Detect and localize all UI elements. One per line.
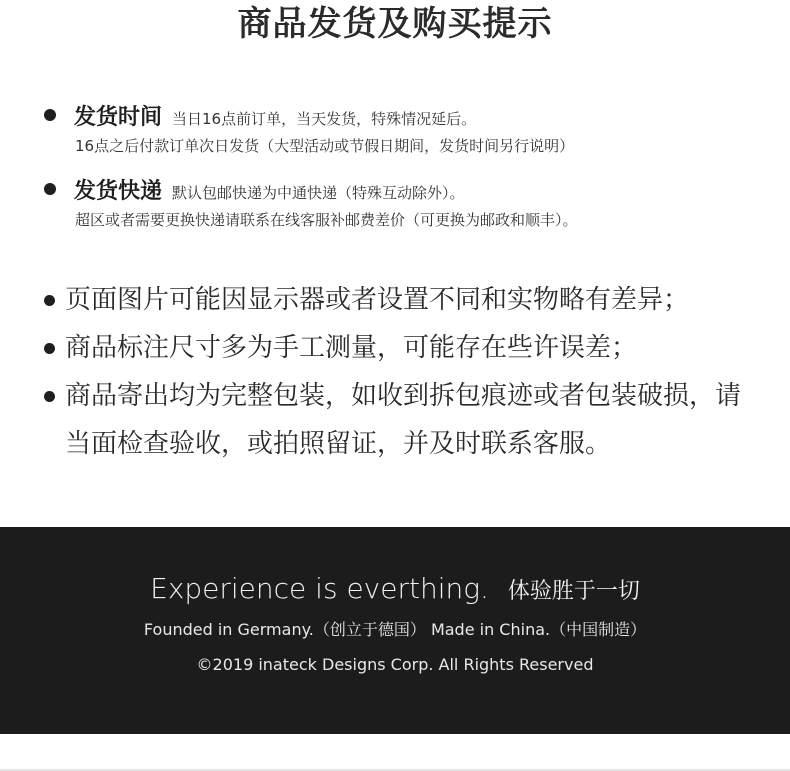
bullet-icon [44,183,56,195]
list-item [44,372,764,468]
shipping-time-subtext: 16点之后付款订单次日发货（大型活动或节假日期间，发货时间另行说明） [75,137,575,155]
founded-text: Founded in Germany.（创立于德国） Made in China.（中国制造） [143,620,647,639]
shipping-courier-label: 发货快递 [74,179,163,204]
shipping-time-item [44,100,774,156]
list-item [44,276,764,324]
tagline [0,571,790,610]
purchase-notes-list [44,276,764,468]
note-text: 商品寄出均为完整包装，如收到拆包痕迹或者包装破损，请当面检查验收，或拍照留证，并及时联系客服。 [65,381,742,459]
footer-banner [0,527,790,734]
bullet-icon [44,343,55,354]
tagline-cn: 体验胜于一切 [507,579,640,604]
bullet-icon [44,109,56,121]
note-text: 页面图片可能因显示器或者设置不同和实物略有差异； [65,285,690,315]
bullet-icon [44,391,55,402]
copyright-text: ©2019 inateck Designs Corp. All Rights Reserved [196,655,594,674]
page-title: 商品发货及购买提示 [237,4,553,44]
shipping-courier-text: 默认包邮快递为中通快递（特殊互动除外）。 [172,184,465,202]
tagline-en: Experience is everthing. [150,572,489,605]
shipping-time-text: 当日16点前订单，当天发货，特殊情况延后。 [172,110,477,128]
shipping-courier-item [44,174,774,230]
shipping-courier-subtext: 超区或者需要更换快递请联系在线客服补邮费差价（可更换为邮政和顺丰）。 [75,211,578,229]
note-text: 商品标注尺寸多为手工测量，可能存在些许误差； [65,333,638,363]
list-item [44,324,764,372]
bullet-icon [44,295,55,306]
shipping-time-label: 发货时间 [74,105,163,130]
